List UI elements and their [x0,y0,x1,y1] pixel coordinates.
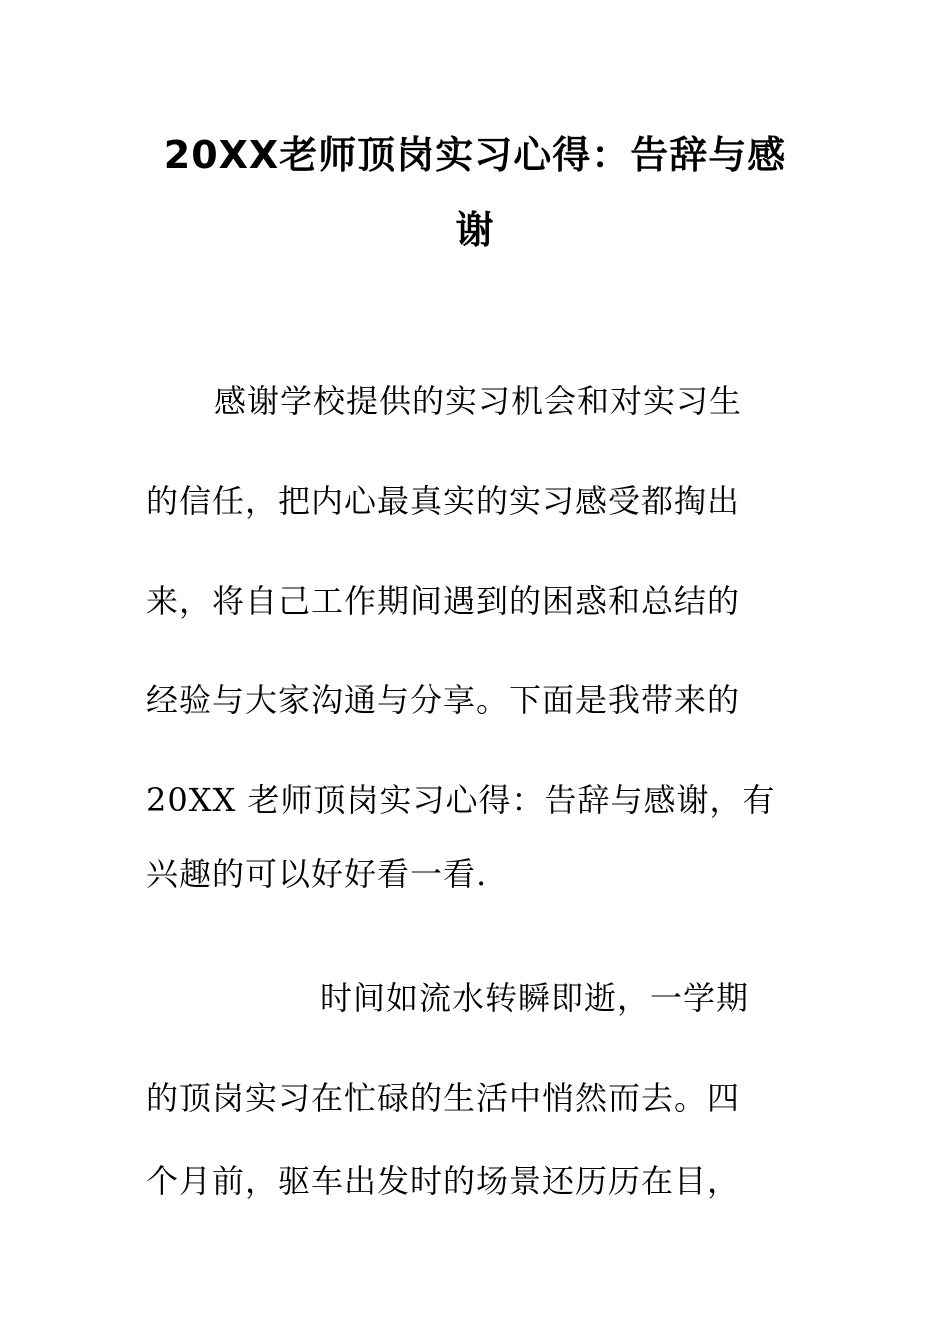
paragraph-line: 个月前，驱车出发时的场景还历历在目， [146,1162,741,1200]
paragraph-line: 经验与大家沟通与分享。下面是我带来的 [146,681,741,719]
paragraph-line: 来，将自己工作期间遇到的困惑和总结的 [146,582,741,620]
document-title-line-2: 谢 [455,208,495,252]
paragraph-line: 感谢学校提供的实习机会和对实习生 [214,382,743,420]
document-title-line-1: 20XX老师顶岗实习心得：告辞与感 [163,133,787,177]
paragraph-line: 的信任，把内心最真实的实习感受都掏出 [146,482,741,520]
paragraph-line: 的顶岗实习在忙碌的生活中悄然而去。四 [146,1079,741,1117]
paragraph-line: 时间如流水转瞬即逝，一学期 [320,979,750,1017]
paragraph-line: 兴趣的可以好好看一看. [146,855,488,893]
paragraph-line: 20XX 老师顶岗实习心得：告辞与感谢，有 [146,781,776,819]
